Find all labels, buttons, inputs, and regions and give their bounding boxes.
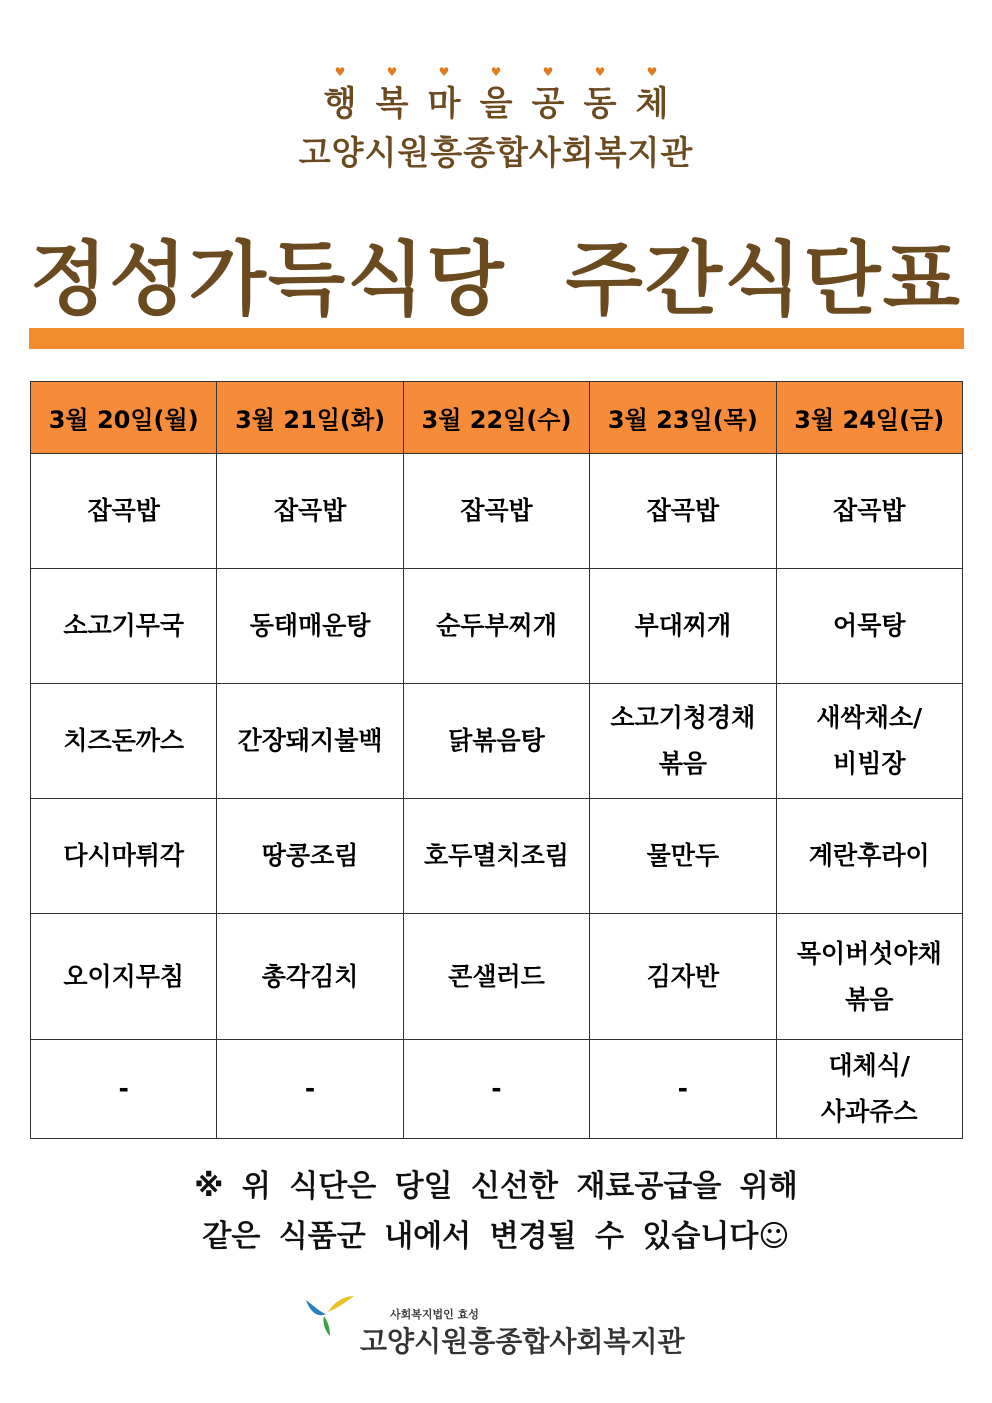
menu-cell: - bbox=[403, 1040, 589, 1139]
menu-cell: 부대찌개 bbox=[590, 569, 776, 684]
header bbox=[0, 65, 992, 174]
menu-cell: 잡곡밥 bbox=[217, 454, 403, 569]
menu-cell: 김자반 bbox=[590, 914, 776, 1040]
menu-cell: 어묵탕 bbox=[776, 569, 962, 684]
menu-cell: 동태매운탕 bbox=[217, 569, 403, 684]
menu-cell: 호두멸치조림 bbox=[403, 799, 589, 914]
menu-cell: - bbox=[31, 1040, 217, 1139]
menu-cell: 소고기무국 bbox=[31, 569, 217, 684]
slogan-char: ♥ 행 bbox=[323, 65, 357, 124]
day-header: 3월 21일(화) bbox=[217, 382, 403, 454]
page-title: 정성가득식당 주간식단표 bbox=[30, 233, 962, 326]
menu-cell: 대체식/ 사과쥬스 bbox=[776, 1040, 962, 1139]
menu-row bbox=[31, 454, 963, 569]
heart-icon: ♥ bbox=[334, 65, 346, 79]
heart-icon: ♥ bbox=[386, 65, 398, 79]
menu-cell: 땅콩조림 bbox=[217, 799, 403, 914]
menu-cell: 치즈돈까스 bbox=[31, 684, 217, 799]
day-header: 3월 22일(수) bbox=[403, 382, 589, 454]
notice bbox=[0, 1162, 992, 1262]
menu-cell: 목이버섯야채 볶음 bbox=[776, 914, 962, 1040]
logo-subtitle: 사회복지법인 효성 bbox=[390, 1308, 479, 1321]
slogan-char: ♥ 을 bbox=[479, 65, 513, 124]
menu-cell: 잡곡밥 bbox=[31, 454, 217, 569]
slogan-char: ♥ 동 bbox=[583, 65, 617, 124]
menu-cell: 잡곡밥 bbox=[590, 454, 776, 569]
menu-row bbox=[31, 914, 963, 1040]
menu-row bbox=[31, 1040, 963, 1139]
slogan-char: ♥ 체 bbox=[635, 65, 669, 124]
menu-cell: 콘샐러드 bbox=[403, 914, 589, 1040]
day-header: 3월 23일(목) bbox=[590, 382, 776, 454]
day-header: 3월 20일(월) bbox=[31, 382, 217, 454]
heart-icon: ♥ bbox=[646, 65, 658, 79]
menu-row bbox=[31, 684, 963, 799]
heart-icon: ♥ bbox=[490, 65, 502, 79]
notice-line: 같은 식품군 내에서 변경될 수 있습니다☺ bbox=[202, 1219, 790, 1254]
divider-bar bbox=[29, 328, 964, 349]
menu-cell: 오이지무침 bbox=[31, 914, 217, 1040]
notice-line: ※ 위 식단은 당일 신선한 재료공급을 위해 bbox=[194, 1169, 798, 1204]
menu-cell: 물만두 bbox=[590, 799, 776, 914]
menu-cell: 간장돼지불백 bbox=[217, 684, 403, 799]
menu-cell: 소고기청경채 볶음 bbox=[590, 684, 776, 799]
weekly-menu-table bbox=[30, 381, 963, 1139]
heart-icon: ♥ bbox=[594, 65, 606, 79]
slogan-char: ♥ 복 bbox=[375, 65, 409, 124]
menu-cell: - bbox=[590, 1040, 776, 1139]
day-header-row bbox=[31, 382, 963, 454]
menu-cell: 새싹채소/ 비빔장 bbox=[776, 684, 962, 799]
menu-cell: 총각김치 bbox=[217, 914, 403, 1040]
logo-name: 고양시원흥종합사회복지관 bbox=[360, 1325, 685, 1358]
menu-cell: 잡곡밥 bbox=[776, 454, 962, 569]
logo-mark-icon bbox=[300, 1292, 360, 1342]
menu-cell: 계란후라이 bbox=[776, 799, 962, 914]
slogan-char: ♥ 마 bbox=[427, 65, 461, 124]
menu-cell: 잡곡밥 bbox=[403, 454, 589, 569]
logo bbox=[300, 1292, 685, 1372]
menu-cell: 순두부찌개 bbox=[403, 569, 589, 684]
org-name: 고양시원흥종합사회복지관 bbox=[298, 133, 694, 172]
menu-cell: 다시마튀각 bbox=[31, 799, 217, 914]
slogan-char: ♥ 공 bbox=[531, 65, 565, 124]
heart-icon: ♥ bbox=[438, 65, 450, 79]
day-header: 3월 24일(금) bbox=[776, 382, 962, 454]
slogan bbox=[0, 65, 992, 125]
menu-row bbox=[31, 799, 963, 914]
menu-row bbox=[31, 569, 963, 684]
heart-icon: ♥ bbox=[542, 65, 554, 79]
menu-cell: - bbox=[217, 1040, 403, 1139]
menu-cell: 닭볶음탕 bbox=[403, 684, 589, 799]
